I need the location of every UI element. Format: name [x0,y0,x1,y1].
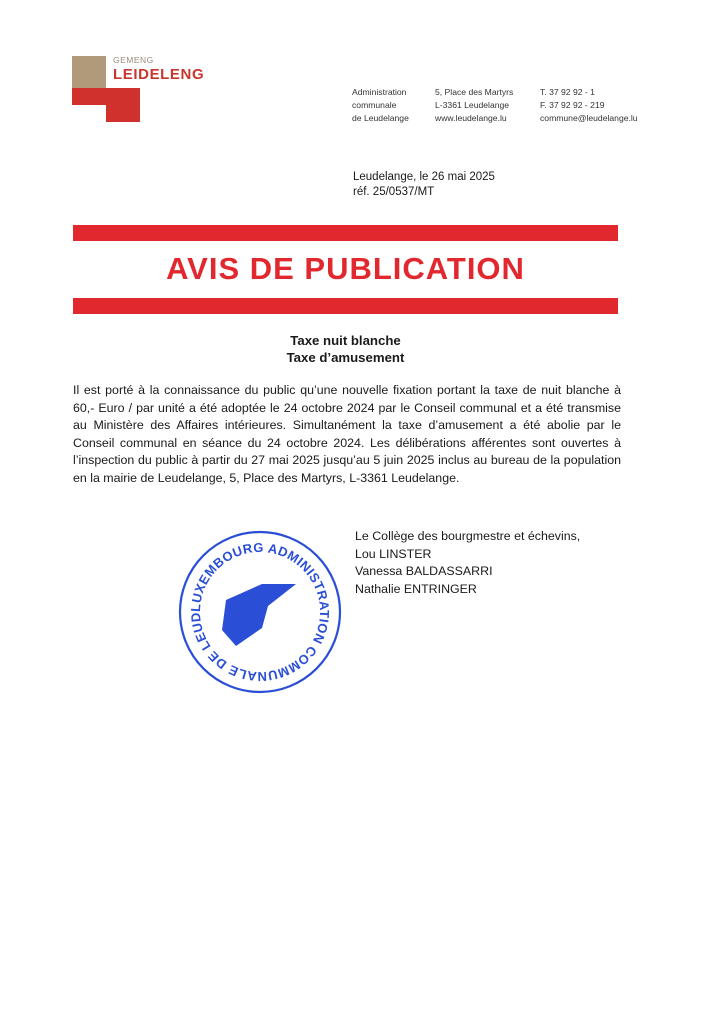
header-address-col2 [435,86,513,125]
fax-number: F. 37 92 92 - 219 [540,100,605,110]
logo-subtitle: GEMENG [113,55,154,65]
stamp-text: LUXEMBOURG ADMINISTRATION COMMUNALE DE LEUD [187,539,333,685]
logo-tan-square [72,56,106,88]
date-line: Leudelange, le 26 mai 2025 [353,171,495,183]
reference-line: réf. 25/0537/MT [353,186,435,198]
website-link[interactable]: www.leudelange.lu [435,113,507,123]
notice-body: Il est porté à la connaissance du public qu’une nouvelle fixation portant la taxe de nuit blanche à 60,- Euro / par unité a été adoptée le 24 octobre 2024 par le Conseil communal et a été transmise au Ministère des Affaires intérieures. Simultanément la taxe d’amusement a été abolie par le Conseil communal en séance du 24 octobre 2024. Les délibérations afférentes sont ouvertes à l’inspection du public à partir du 27 mai 2025 jusqu’au 5 juin 2025 inclus au bureau de la population en la mairie de Leudelange, 5, Place des Martyrs, L-3361 Leudelange. [73,383,621,485]
title-bar-bottom [73,298,618,314]
page-title: AVIS DE PUBLICATION [166,251,525,286]
stamp-seal-icon [176,528,344,696]
official-stamp [176,528,344,696]
signature-name: Nathalie ENTRINGER [355,581,477,596]
signature-name: Lou LINSTER [355,546,432,561]
signature-name: Vanessa BALDASSARRI [355,564,493,578]
stamp-emblem [222,584,296,646]
header-line: de Leudelange [352,113,409,123]
email-link[interactable]: commune@leudelange.lu [540,113,638,123]
subtitle-taxe-nuit-blanche: Taxe nuit blanche [290,333,401,348]
date-reference [353,170,495,200]
header-line: Administration [352,87,407,97]
header-line: 5, Place des Martyrs [435,87,514,97]
header-contact-col3 [540,86,638,125]
signature-college: Le Collège des bourgmestre et échevins, [355,529,581,543]
header-line: communale [352,100,397,110]
logo-red-shape [72,88,140,122]
header-address-col1 [352,86,409,125]
header-line: L-3361 Leudelange [435,100,510,110]
logo-name: LEIDELENG [113,66,205,83]
signature-block [355,528,580,598]
subtitle-taxe-amusement: Taxe d’amusement [286,350,405,365]
phone-number: T. 37 92 92 - 1 [540,87,595,97]
title-bar-top [73,225,618,241]
